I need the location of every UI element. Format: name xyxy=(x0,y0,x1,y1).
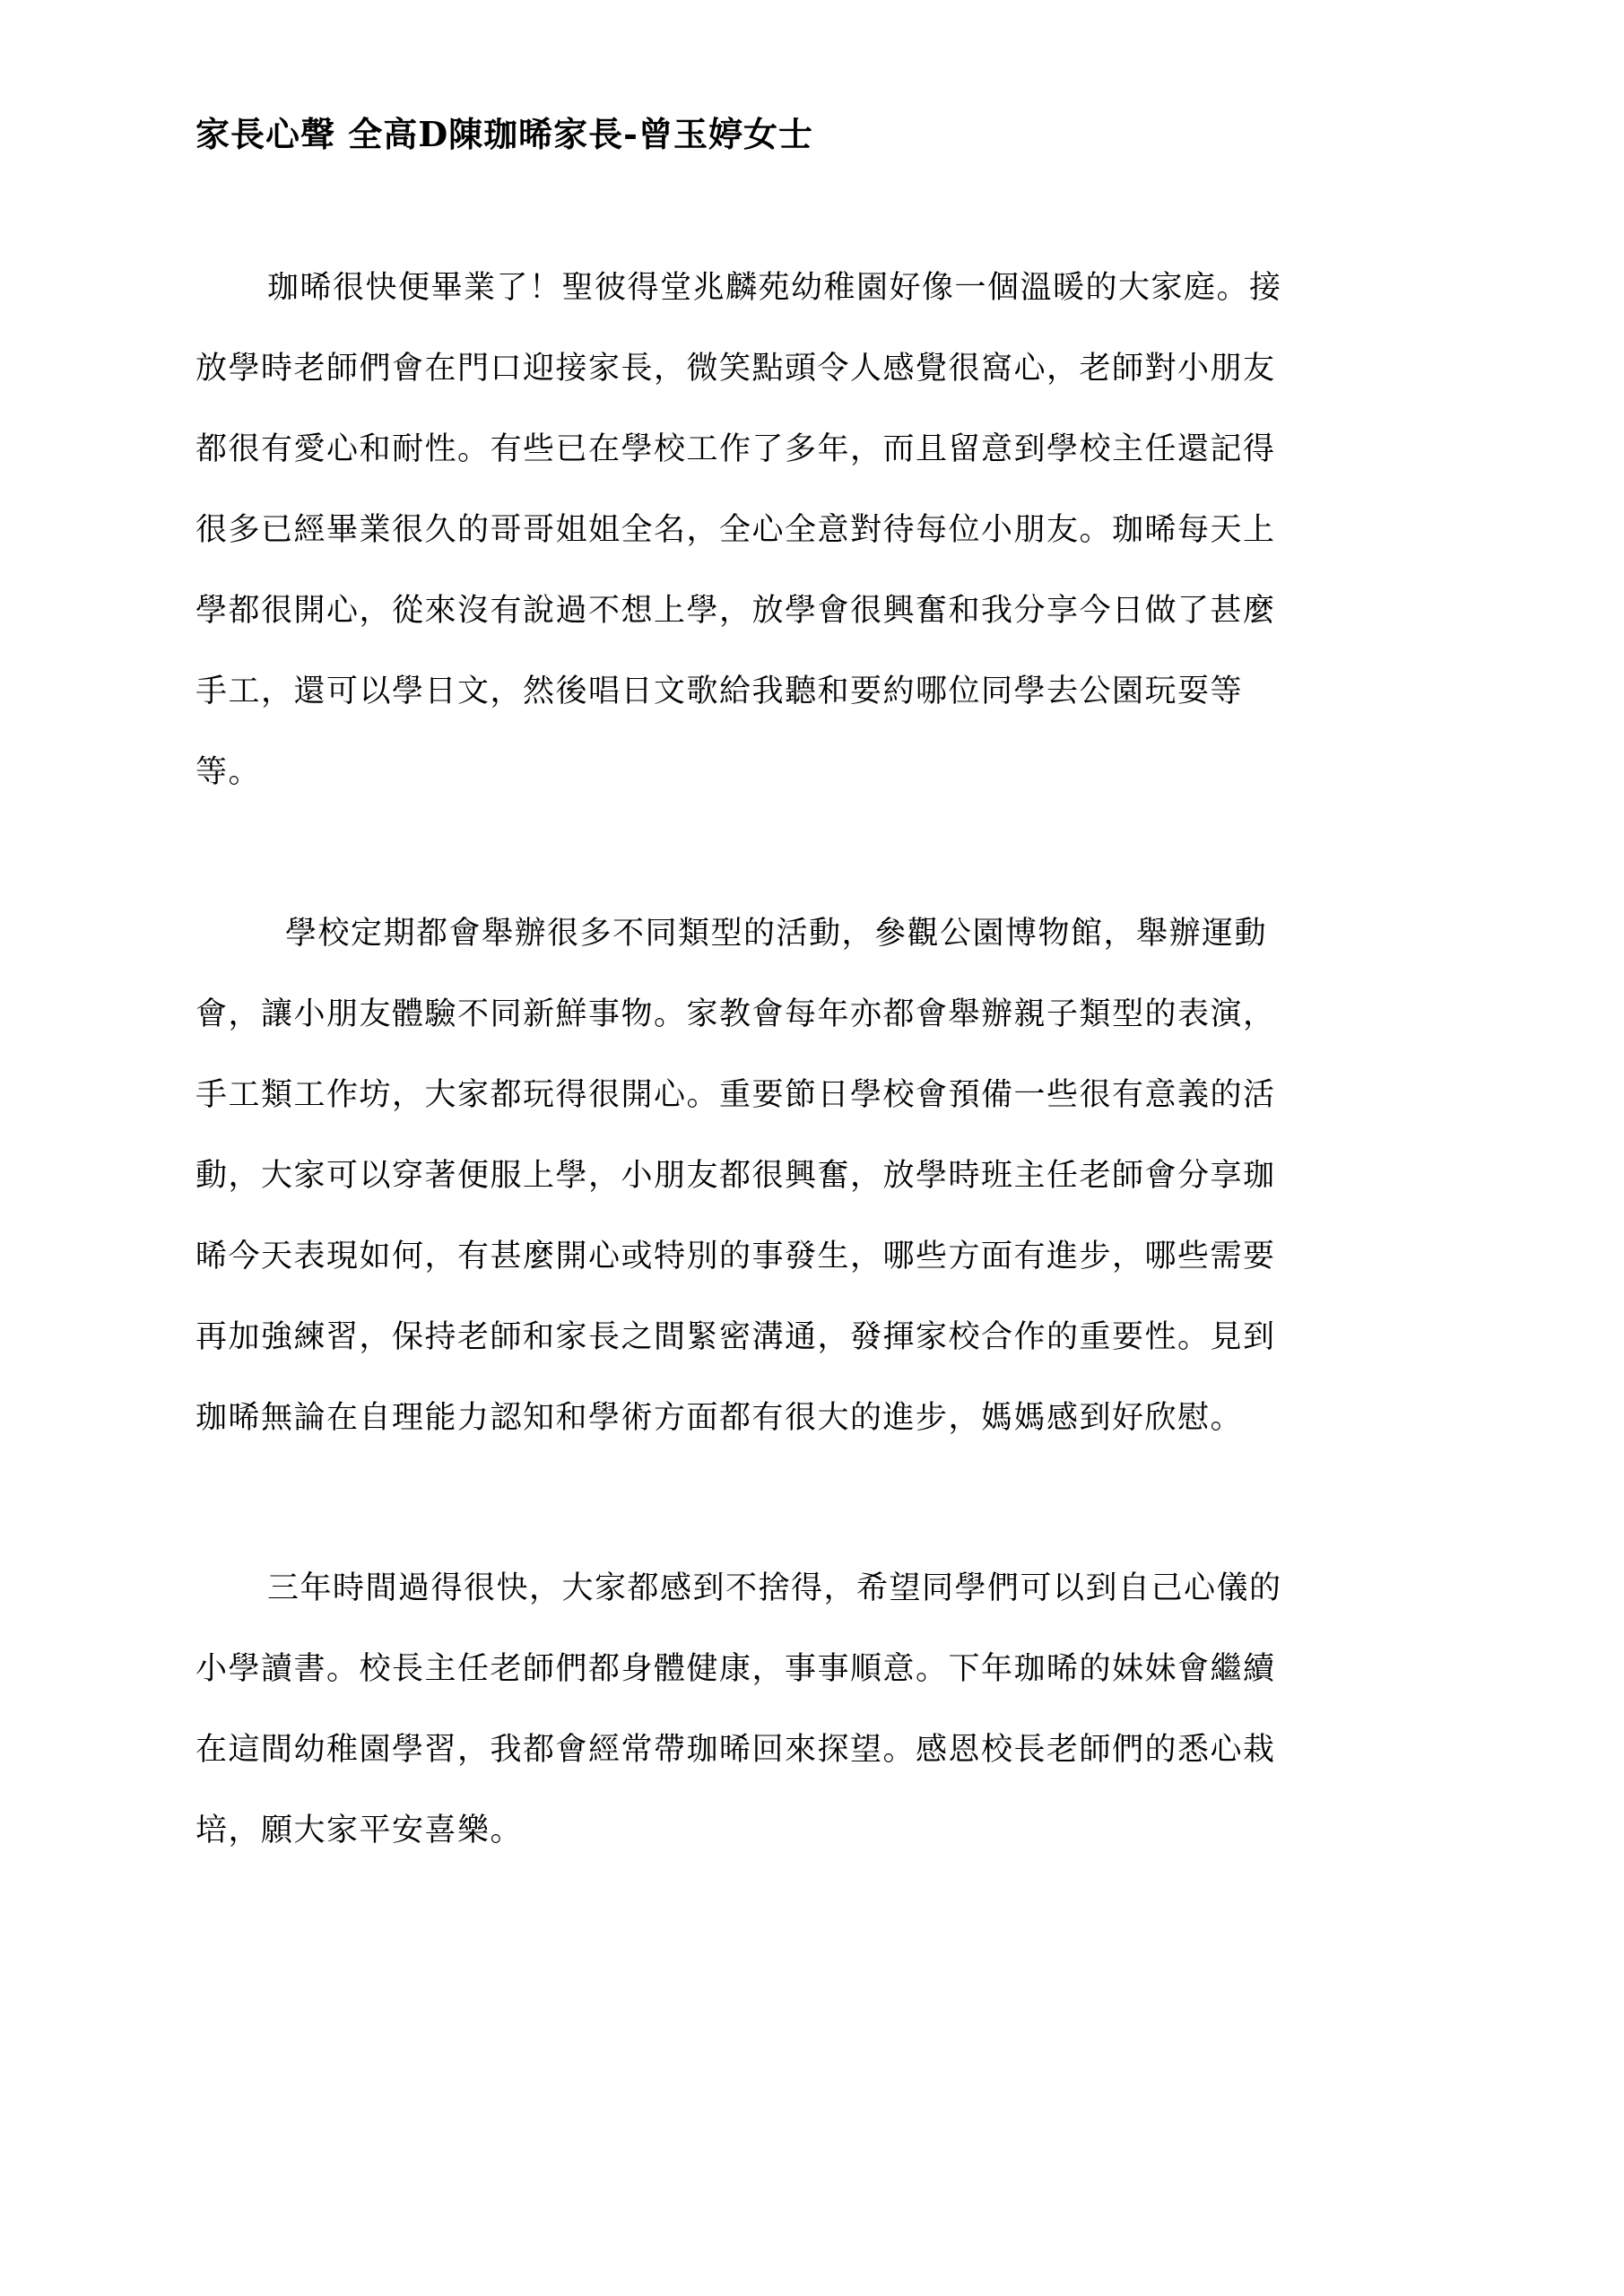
paragraph-2-line-7: 珈晞無論在自理能力認知和學術方面都有很大的進步，媽媽感到好欣慰。 xyxy=(195,1400,1244,1436)
document-title: 家長心聲 全高D陳珈晞家長-曾玉婷女士 xyxy=(195,114,813,154)
paragraph-2-line-5: 晞今天表現如何，有甚麼開心或特別的事發生，哪些方面有進步，哪些需要 xyxy=(195,1239,1276,1274)
paragraph-3-line-3: 在這間幼稚園學習，我都會經常帶珈晞回來探望。感恩校長老師們的悉心栽 xyxy=(195,1732,1276,1768)
paragraph-3-line-4: 培，願大家平安喜樂。 xyxy=(195,1813,524,1848)
paragraph-3-line-1: 三年時間過得很快，大家都感到不捨得，希望同學們可以到自己心儀的 xyxy=(267,1570,1282,1606)
paragraph-2-line-2: 會，讓小朋友體驗不同新鮮事物。家教會每年亦都會舉辦親子類型的表演， xyxy=(195,996,1276,1032)
paragraph-1-line-1: 珈晞很快便畢業了！聖彼得堂兆麟苑幼稚園好像一個溫暖的大家庭。接 xyxy=(267,270,1282,306)
paragraph-1-line-4: 很多已經畢業很久的哥哥姐姐全名，全心全意對待每位小朋友。珈晞每天上 xyxy=(195,512,1276,548)
paragraph-1-line-7: 等。 xyxy=(195,754,262,790)
paragraph-1-line-3: 都很有愛心和耐性。有些已在學校工作了多年，而且留意到學校主任還記得 xyxy=(195,431,1276,467)
paragraph-2-line-6: 再加強練習，保持老師和家長之間緊密溝通，發揮家校合作的重要性。見到 xyxy=(195,1319,1276,1355)
paragraph-3-line-2: 小學讀書。校長主任老師們都身體健康，事事順意。下年珈晞的妹妹會繼續 xyxy=(195,1651,1276,1687)
paragraph-2-line-1: 學校定期都會舉辦很多不同類型的活動，參觀公園博物館，舉辦運動 xyxy=(285,916,1268,952)
paragraph-2-line-4: 動，大家可以穿著便服上學，小朋友都很興奮，放學時班主任老師會分享珈 xyxy=(195,1158,1276,1194)
paragraph-1-line-2: 放學時老師們會在門口迎接家長，微笑點頭令人感覺很窩心，老師對小朋友 xyxy=(195,351,1276,387)
paragraph-2-line-3: 手工類工作坊，大家都玩得很開心。重要節日學校會預備一些很有意義的活 xyxy=(195,1077,1276,1113)
paragraph-1-line-6: 手工，還可以學日文，然後唱日文歌給我聽和要約哪位同學去公園玩耍等 xyxy=(195,674,1244,709)
paragraph-1-line-5: 學都很開心，從來沒有說過不想上學，放學會很興奮和我分享今日做了甚麼 xyxy=(195,593,1276,629)
